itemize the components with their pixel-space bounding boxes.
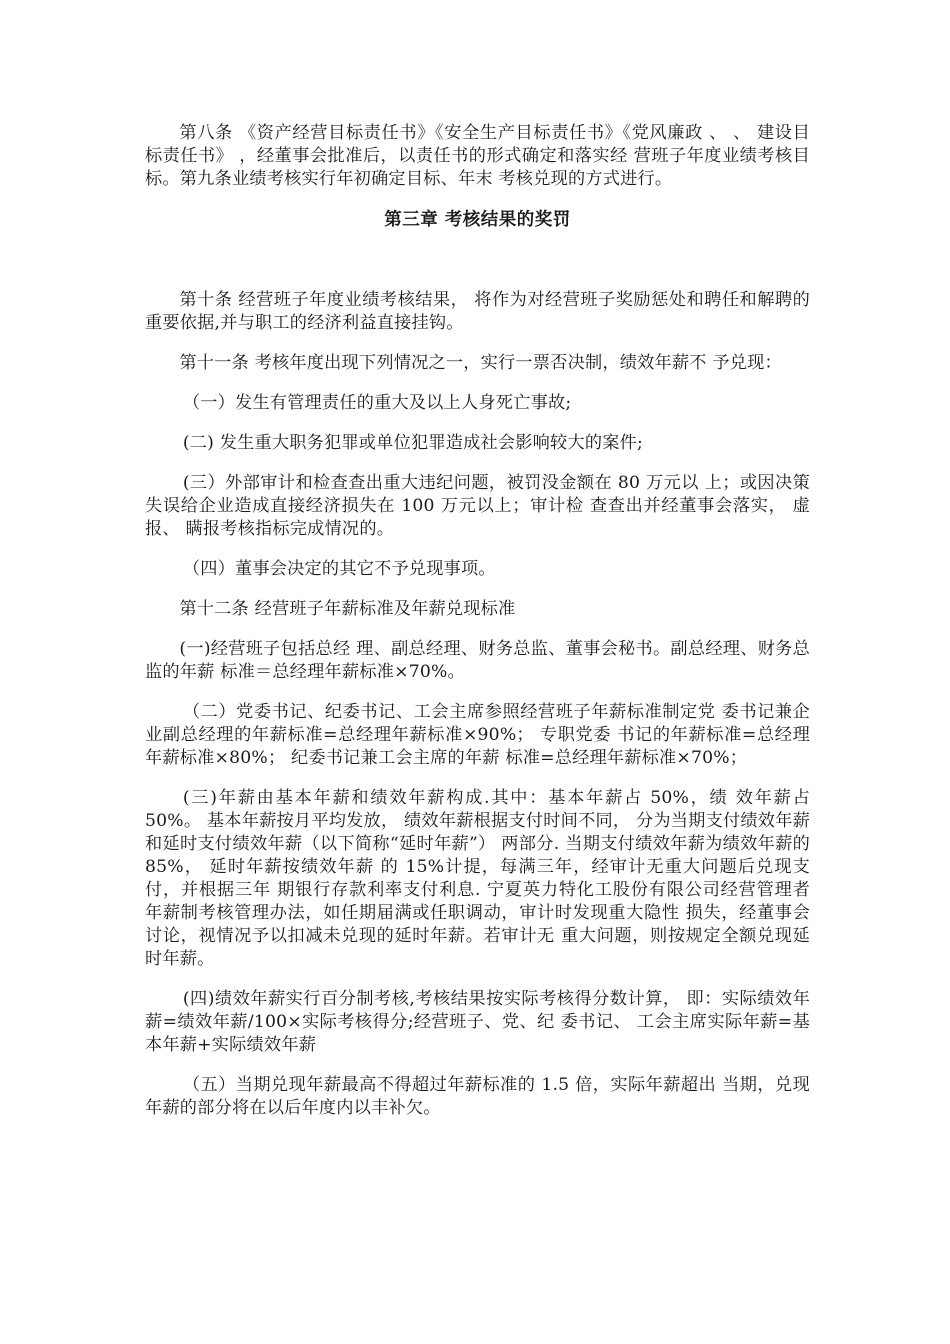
article-12-item-1: (一)经营班子包括总经 理、副总经理、财务总监、董事会秘书。副总经理、财务总监的年薪 标准＝总经理年薪标准×70%。: [145, 639, 810, 682]
article-12-item-3: (三)年薪由基本年薪和绩效年薪构成.其中：基本年薪占 50%，绩 效年薪占 50%。 基本年薪按月平均发放， 绩效年薪根据支付时间不同， 分为当期支付绩效年薪和延时支付绩效年薪（以下简称“延时年薪”） 两部分. 当期支付绩效年薪为绩效年薪的 85%， 延时年薪按绩效年薪 的 15%计提，每满三年，经审计无重大问题后兑现支付，并根据三年 期银行存款利率支付利息. 宁夏英力特化工股份有限公司经营管理者 年薪制考核管理办法，如任期届满或任职调动，审计时发现重大隐性 损失，经董事会讨论，视情况予以扣减未兑现的延时年薪。若审计无 重大问题，则按规定全额兑现延时年薪。: [145, 788, 810, 969]
article-10: 第十条 经营班子年度业绩考核结果， 将作为对经营班子奖励惩处和聘任和解聘的重要依据,并与职工的经济利益直接挂钩。: [145, 290, 810, 333]
article-12-item-5: （五）当期兑现年薪最高不得超过年薪标准的 1.5 倍，实际年薪超出 当期，兑现年薪的部分将在以后年度内以丰补欠。: [145, 1075, 810, 1118]
article-11: 第十一条 考核年度出现下列情况之一，实行一票否决制，绩效年薪不 予兑现：: [179, 353, 782, 373]
article-12-item-2: （二）党委书记、纪委书记、工会主席参照经营班子年薪标准制定党 委书记兼企业副总经理的年薪标准=总经理年薪标准×90%； 专职党委 书记的年薪标准=总经理年薪标准×80%； 纪委书记兼工会主席的年薪 标准=总经理年薪标准×70%；: [145, 702, 810, 768]
article-11-item-2: (二) 发生重大职务犯罪或单位犯罪造成社会影响较大的案件;: [182, 433, 643, 453]
article-11-item-3: (三）外部审计和检查查出重大违纪问题，被罚没金额在 80 万元以 上；或因决策失误给企业造成直接经济损失在 100 万元以上；审计检 查查出并经董事会落实， 虚报、 瞒报考核指标完成情况的。: [145, 473, 810, 539]
article-8: 第八条 《资产经营目标责任书》《安全生产目标责任书》《党风廉政 、 、 建设目标责任书》 ，经董事会批准后，以责任书的形式确定和落实经 营班子年度业绩考核目标。第九条业绩考核实行年初确定目标、年末 考核兑现的方式进行。: [145, 123, 810, 189]
article-12-item-4: (四)绩效年薪实行百分制考核,考核结果按实际考核得分数计算， 即：实际绩效年薪=绩效年薪/100×实际考核得分;经营班子、党、纪 委书记、 工会主席实际年薪=基本年薪+实际绩效年薪: [145, 989, 810, 1055]
article-11-item-1: （一）发生有管理责任的重大及以上人身死亡事故;: [182, 393, 572, 413]
article-12: 第十二条 经营班子年薪标准及年薪兑现标准: [179, 599, 516, 619]
chapter-3-title: 第三章 考核结果的奖罚: [384, 210, 571, 230]
article-11-item-4: （四）董事会决定的其它不予兑现事项。: [182, 559, 496, 579]
